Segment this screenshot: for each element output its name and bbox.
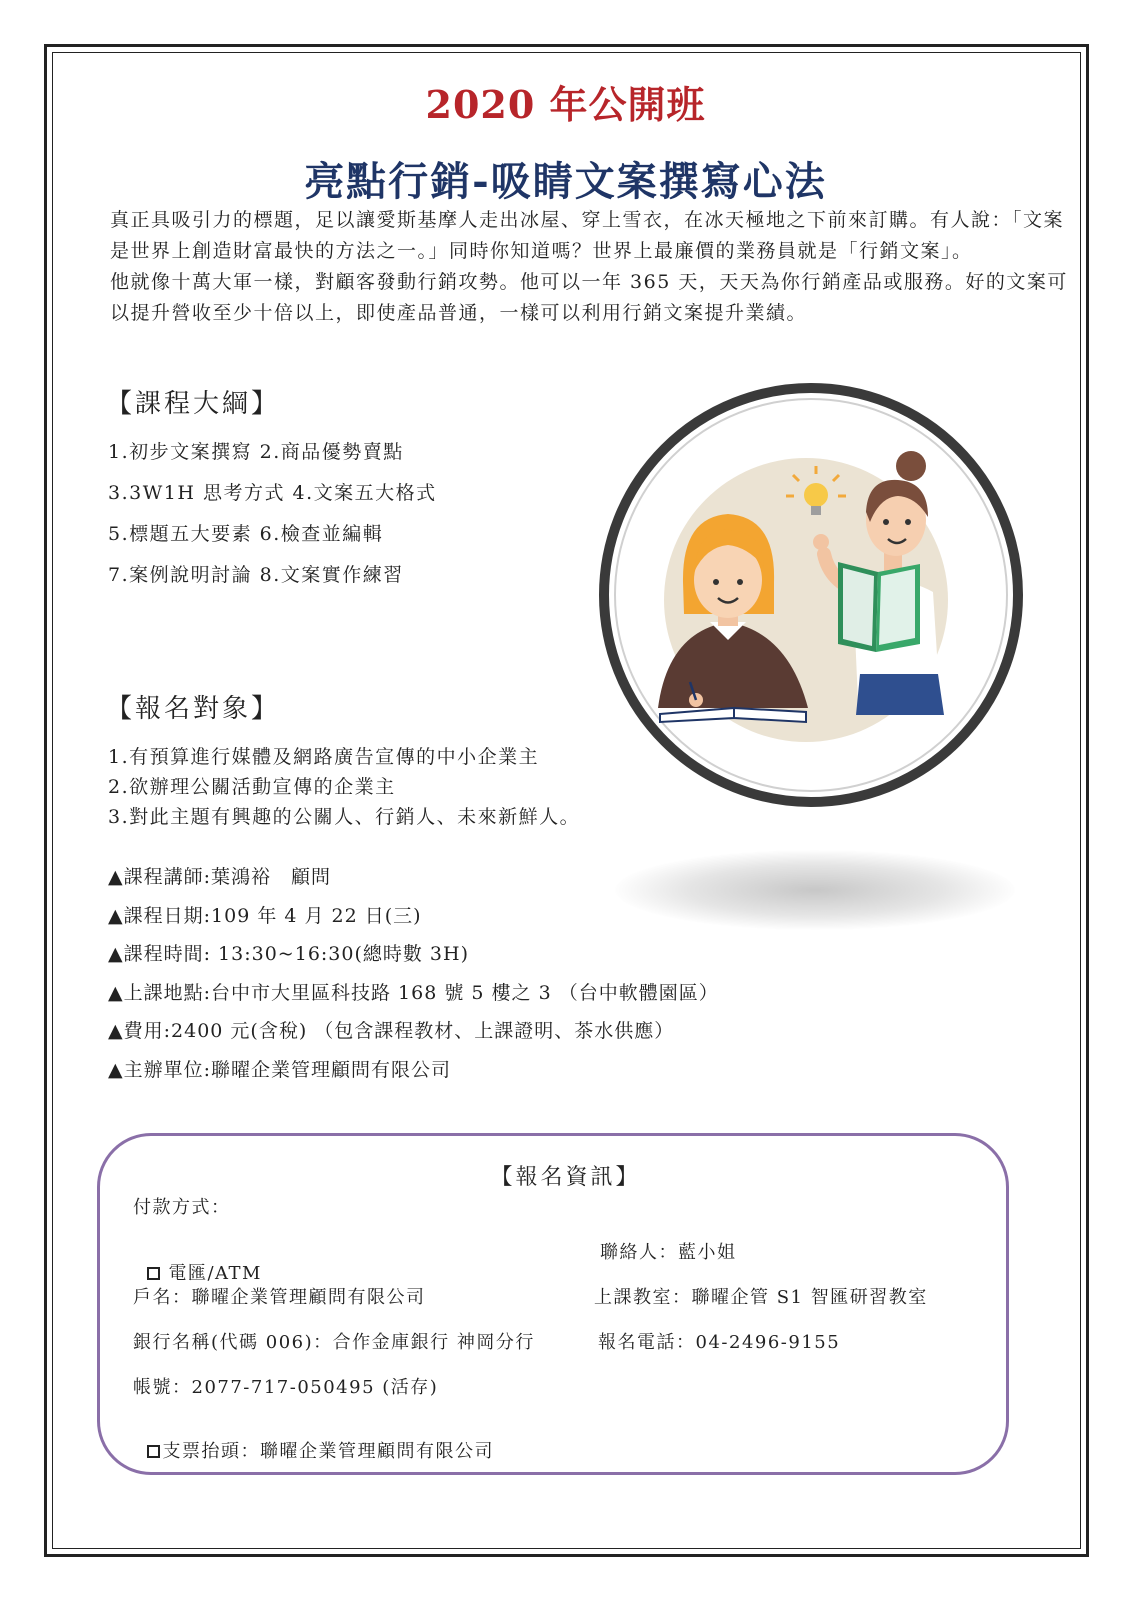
payment-label: 付款方式：	[133, 1197, 231, 1218]
course-info-fee: ▲費用:2400 元(含稅) （包含課程教材、上課證明、茶水供應）	[108, 1020, 675, 1042]
checkbox-icon[interactable]	[147, 1445, 160, 1458]
target-item: 2.欲辦理公關活動宣傳的企業主	[108, 776, 396, 798]
outline-item: 1.初步文案撰寫 2.商品優勢賣點	[108, 441, 404, 463]
outline-item: 3.3W1H 思考方式 4.文案五大格式	[108, 482, 437, 504]
intro-text	[110, 205, 1070, 329]
registration-title: 【報名資訊】	[490, 1165, 641, 1190]
account-name: 戶名：聯曜企業管理顧問有限公司	[133, 1287, 426, 1308]
intro-paragraph-1: 真正具吸引力的標題，足以讓愛斯基摩人走出冰屋、穿上雪衣，在冰天極地之下前來訂購。有人說：「文案是世界上創造財富最快的方法之一。」同時你知道嗎？世界上最廉價的業務員就是「行銷文案」。	[110, 209, 1065, 262]
illustration-shadow	[615, 850, 1015, 930]
classroom-illustration	[598, 382, 1024, 808]
course-info-organizer: ▲主辦單位:聯曜企業管理顧問有限公司	[108, 1058, 452, 1081]
course-info-instructor: ▲課程講師:葉鴻裕 顧問	[108, 866, 332, 888]
classroom: 上課教室：聯曜企管 S1 智匯研習教室	[594, 1287, 928, 1308]
main-title: 亮點行銷-吸睛文案撰寫心法	[304, 158, 827, 205]
check-option-label: 支票抬頭：聯曜企業管理顧問有限公司	[162, 1441, 494, 1462]
transfer-option-label: 電匯/ATM	[168, 1263, 262, 1284]
outline-list	[108, 438, 437, 602]
year-title: 2020 年公開班	[425, 82, 706, 127]
target-item: 3.對此主題有興趣的公關人、行銷人、未來新鮮人。	[108, 806, 581, 828]
intro-paragraph-2: 他就像十萬大軍一樣，對顧客發動行銷攻勢。他可以一年 365 天，天天為你行銷產品或服務。好的文案可以提升營收至少十倍以上，即使產品普通，一樣可以利用行銷文案提升業績。	[110, 271, 1068, 324]
outline-item: 5.標題五大要素 6.檢查並編輯	[108, 523, 384, 545]
outline-item: 7.案例說明討論 8.文案實作練習	[108, 564, 404, 586]
outline-heading: 【課程大綱】	[106, 389, 281, 419]
contact-person: 聯絡人：藍小姐	[600, 1242, 737, 1263]
checkbox-icon[interactable]	[147, 1267, 160, 1280]
target-heading: 【報名對象】	[106, 694, 281, 724]
course-info-date: ▲課程日期:109 年 4 月 22 日(三)	[108, 904, 422, 927]
transfer-option	[133, 1238, 262, 1285]
registration-phone: 報名電話：04-2496-9155	[598, 1332, 841, 1353]
check-option	[133, 1416, 494, 1463]
course-info-location: ▲上課地點:台中市大里區科技路 168 號 5 樓之 3 （台中軟體園區）	[108, 981, 719, 1004]
target-list	[108, 743, 580, 833]
account-number: 帳號：2077-717-050495 (活存)	[133, 1377, 439, 1398]
course-info-time: ▲課程時間: 13:30~16:30(總時數 3H)	[108, 943, 470, 965]
target-item: 1.有預算進行媒體及網路廣告宣傳的中小企業主	[108, 746, 540, 768]
bank-name: 銀行名稱(代碼 006)：合作金庫銀行 神岡分行	[133, 1332, 535, 1353]
